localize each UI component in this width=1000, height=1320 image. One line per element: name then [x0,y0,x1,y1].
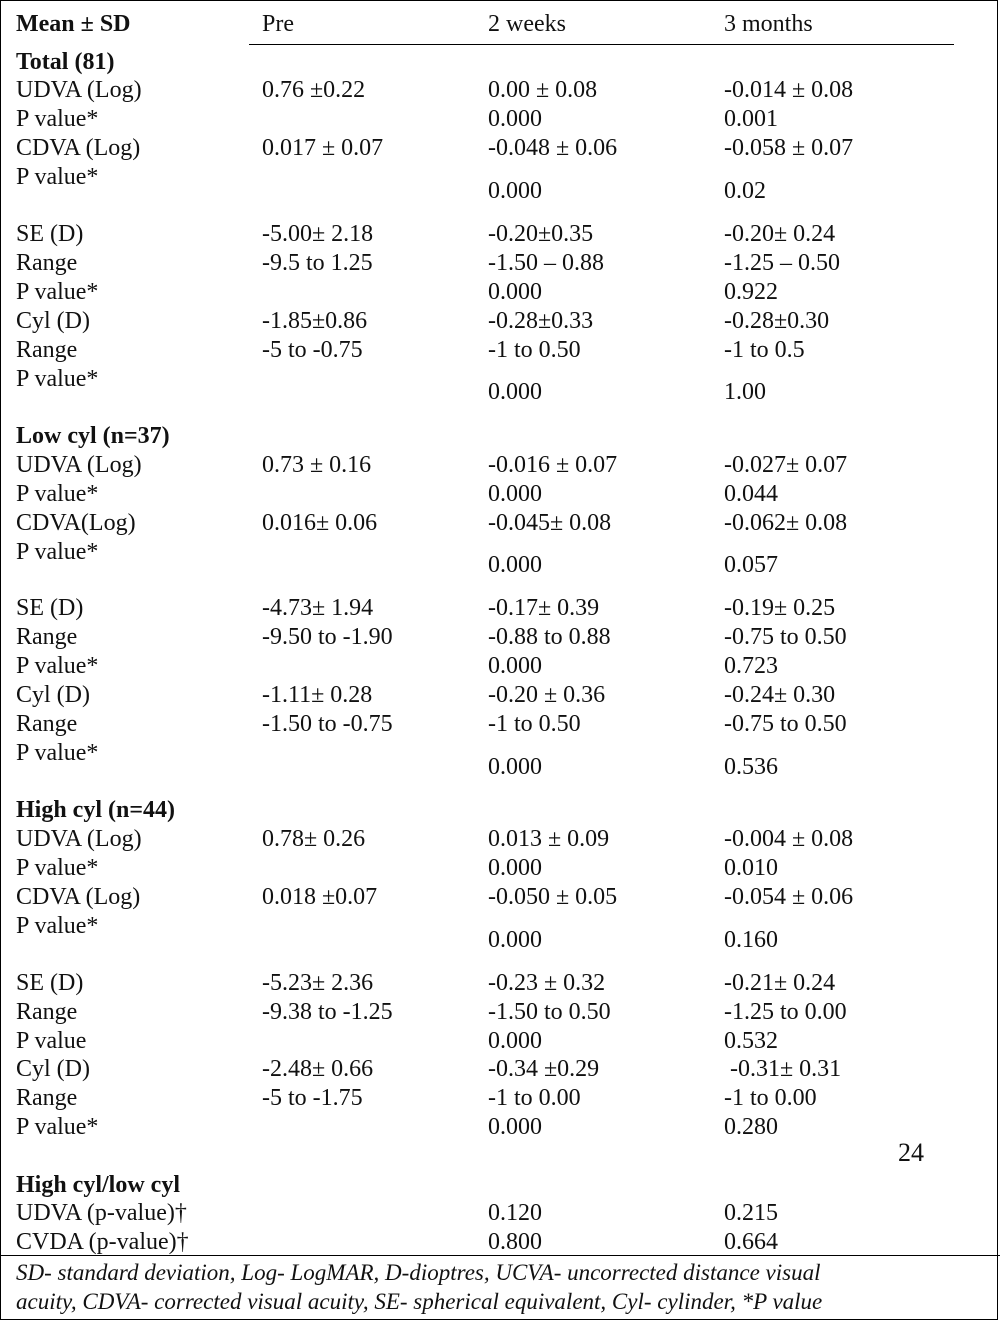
table-cell: -1.50 to -0.75 [262,711,393,737]
table-cell: -0.28±0.30 [724,308,830,334]
table-cell: 0.001 [724,106,778,132]
table-cell: 0.057 [724,552,778,578]
table-cell: -0.75 to 0.50 [724,711,847,737]
table-cell: -0.17± 0.39 [488,595,600,621]
table-cell: 0.280 [724,1114,778,1140]
table-cell: -0.20 ± 0.36 [488,682,606,708]
table-cell: -1.25 to 0.00 [724,999,847,1025]
table-cell: -0.34 ±0.29 [488,1056,600,1082]
table-cell: 0.016± 0.06 [262,510,378,536]
header-3-months: 3 months [724,11,813,37]
table-cell: -1 to 0.50 [488,337,581,363]
table-cell: -0.045± 0.08 [488,510,612,536]
row-label: UDVA (Log) [16,826,142,852]
table-cell: 0.000 [488,1114,542,1140]
table-cell: -5.23± 2.36 [262,970,374,996]
table-cell: 0.922 [724,279,778,305]
row-label: Range [16,624,78,650]
table-cell: -1.25 – 0.50 [724,250,840,276]
table-cell: -5.00± 2.18 [262,221,374,247]
row-label: Cyl (D) [16,308,90,334]
table-cell: -0.054 ± 0.06 [724,884,854,910]
table-cell: -5 to -1.75 [262,1085,363,1111]
table-cell: 0.044 [724,481,778,507]
table-cell: 0.000 [488,106,542,132]
row-label: SE (D) [16,221,84,247]
row-label: P value* [16,740,99,766]
table-cell: 0.000 [488,653,542,679]
table-cell: -0.88 to 0.88 [488,624,611,650]
table-cell: 0.000 [488,927,542,953]
table-cell: -0.062± 0.08 [724,510,848,536]
row-label: P value* [16,539,99,565]
row-label: CDVA (Log) [16,884,141,910]
row-label: P value [16,1028,87,1054]
table-cell: 0.018 ±0.07 [262,884,378,910]
row-label: Range [16,999,78,1025]
table-cell: -0.048 ± 0.06 [488,135,618,161]
row-label: P value* [16,481,99,507]
table-cell: -0.31± 0.31 [724,1056,842,1082]
table-cell: 0.536 [724,754,778,780]
table-cell: 0.000 [488,552,542,578]
row-label: UDVA (Log) [16,77,142,103]
table-cell: -9.50 to -1.90 [262,624,393,650]
table-cell: 0.532 [724,1028,778,1054]
table-cell: -1.50 – 0.88 [488,250,604,276]
row-label: Range [16,337,78,363]
section-heading: High cyl/low cyl [16,1172,180,1198]
table-cell: -0.014 ± 0.08 [724,77,854,103]
table-cell: -0.058 ± 0.07 [724,135,854,161]
row-label: Range [16,711,78,737]
table-cell: -1 to 0.00 [488,1085,581,1111]
table-cell: -0.19± 0.25 [724,595,836,621]
row-label: P value* [16,106,99,132]
table-cell: -0.20± 0.24 [724,221,836,247]
section-heading: Low cyl (n=37) [16,423,170,449]
table-cell: 0.800 [488,1229,542,1255]
table-cell: 1.00 [724,379,766,405]
table-cell: 0.00 ± 0.08 [488,77,598,103]
table-cell: -9.38 to -1.25 [262,999,393,1025]
row-label: P value* [16,366,99,392]
header-rule [249,44,954,45]
table-cell: 0.215 [724,1200,778,1226]
table-cell: 0.000 [488,178,542,204]
table-cell: -1.85±0.86 [262,308,368,334]
table-cell: -4.73± 1.94 [262,595,374,621]
footnote-line-1: SD- standard deviation, Log- LogMAR, D-dioptres, UCVA- uncorrected distance visual [16,1260,821,1285]
row-label: UDVA (Log) [16,452,142,478]
table-cell: 0.664 [724,1229,778,1255]
row-label: CDVA(Log) [16,510,136,536]
table-cell: 0.73 ± 0.16 [262,452,372,478]
table-cell: 0.000 [488,481,542,507]
table-cell: -0.016 ± 0.07 [488,452,618,478]
table-cell: -0.24± 0.30 [724,682,836,708]
row-label: SE (D) [16,970,84,996]
table-cell: 0.000 [488,379,542,405]
table-cell: -1.11± 0.28 [262,682,373,708]
table-cell: 0.000 [488,754,542,780]
table-cell: -0.027± 0.07 [724,452,848,478]
table-cell: 0.723 [724,653,778,679]
row-label: P value* [16,653,99,679]
table-cell: 0.000 [488,1028,542,1054]
row-label: UDVA (p-value)† [16,1200,187,1226]
row-label: Cyl (D) [16,682,90,708]
row-label: P value* [16,855,99,881]
table-cell: -1 to 0.50 [488,711,581,737]
row-label: P value* [16,164,99,190]
table-cell: -1 to 0.5 [724,337,805,363]
table-cell: -0.28±0.33 [488,308,594,334]
row-label: Range [16,1085,78,1111]
row-label: P value* [16,279,99,305]
row-label: SE (D) [16,595,84,621]
header-mean-sd: Mean ± SD [16,11,131,37]
footnote-line-2: acuity, CDVA- corrected visual acuity, SE- spherical equivalent, Cyl- cylinder, *P value [16,1289,823,1314]
table-cell: 0.010 [724,855,778,881]
row-label: CVDA (p-value)† [16,1229,189,1255]
header-2-weeks: 2 weeks [488,11,566,37]
table-cell: -1 to 0.00 [724,1085,817,1111]
table-cell: -0.050 ± 0.05 [488,884,618,910]
footnote [16,1258,976,1316]
table-cell: 0.02 [724,178,766,204]
section-heading: Total (81) [16,49,115,75]
table-cell: 0.120 [488,1200,542,1226]
table-cell: 0.160 [724,927,778,953]
row-label: P value* [16,1114,99,1140]
table-cell: -9.5 to 1.25 [262,250,373,276]
table-cell: -0.004 ± 0.08 [724,826,854,852]
row-label: Cyl (D) [16,1056,90,1082]
header-pre: Pre [262,11,294,37]
section-heading: High cyl (n=44) [16,797,176,823]
table-cell: -0.23 ± 0.32 [488,970,606,996]
row-label: P value* [16,913,99,939]
table-cell: 0.000 [488,279,542,305]
table-cell: -1.50 to 0.50 [488,999,611,1025]
page-number: 24 [898,1138,924,1167]
table-cell: -5 to -0.75 [262,337,363,363]
table-cell: 0.013 ± 0.09 [488,826,610,852]
table-cell: -0.21± 0.24 [724,970,836,996]
table-cell: -2.48± 0.66 [262,1056,374,1082]
table-cell: 0.017 ± 0.07 [262,135,384,161]
table-cell: 0.000 [488,855,542,881]
table-cell: -0.75 to 0.50 [724,624,847,650]
table-cell: 0.78± 0.26 [262,826,366,852]
footnote-rule [0,1255,1000,1256]
table-cell: 0.76 ±0.22 [262,77,366,103]
row-label: CDVA (Log) [16,135,141,161]
table-cell: -0.20±0.35 [488,221,594,247]
row-label: Range [16,250,78,276]
